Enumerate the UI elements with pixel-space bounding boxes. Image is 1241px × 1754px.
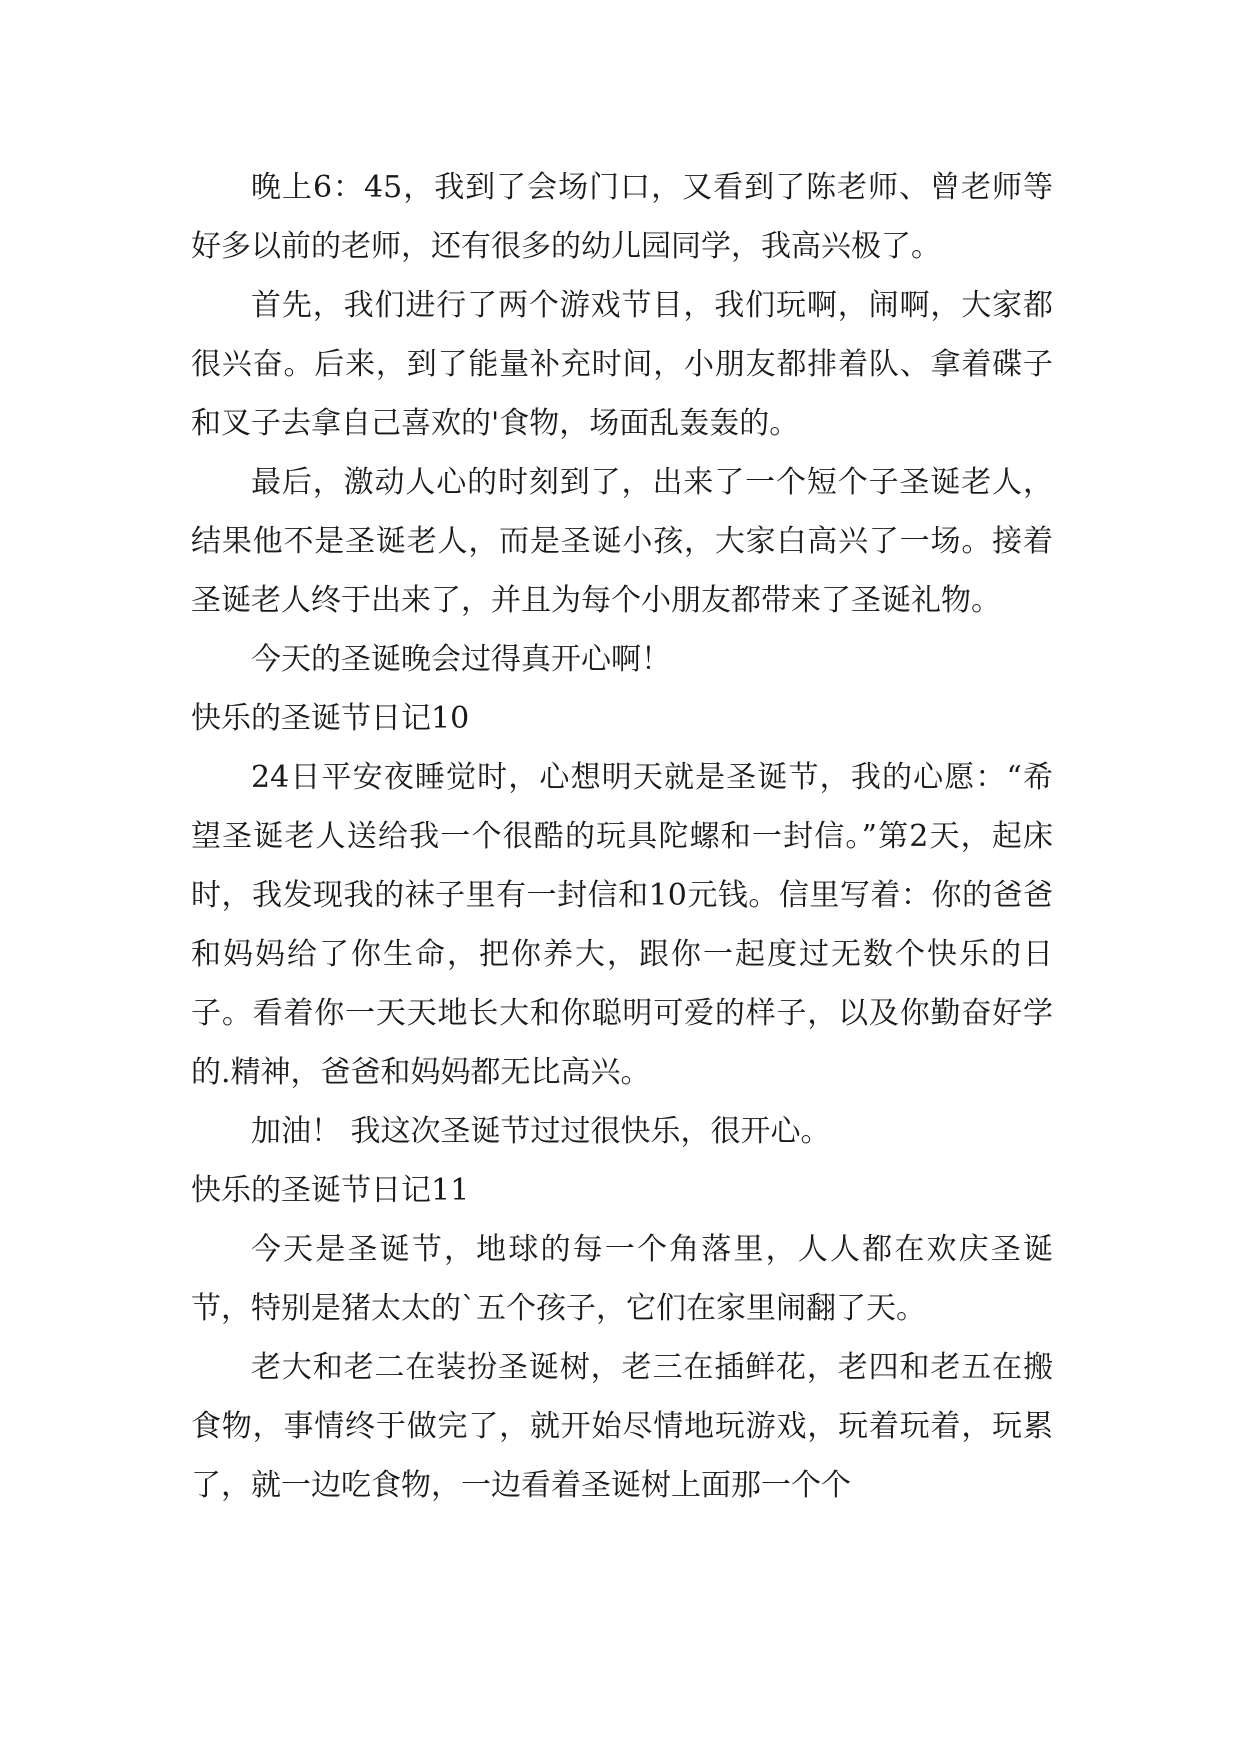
paragraph-santa: 最后，激动人心的时刻到了，出来了一个短个子圣诞老人，结果他不是圣诞老人，而是圣诞小孩，大家白高兴了一场。接着圣诞老人终于出来了，并且为每个小朋友都带来了圣诞礼物。 [191, 465, 1053, 618]
section-heading-diary-11: 快乐的圣诞节日记11 [191, 1173, 470, 1208]
document-body [191, 158, 1053, 1515]
paragraph-happy-evening: 今天的圣诞晚会过得真开心啊！ [251, 642, 671, 677]
paragraph-christmas-eve-wish: 24日平安夜睡觉时，心想明天就是圣诞节，我的心愿：“希望圣诞老人送给我一个很酷的玩具陀螺和一封信。”第2天，起床时，我发现我的袜子里有一封信和10元钱。信里写着：你的爸爸和妈妈给了你生命，把你养大，跟你一起度过无数个快乐的日子。看着你一天天地长大和你聪明可爱的样子，以及你勤奋好学的.精神，爸爸和妈妈都无比高兴。 [191, 760, 1053, 1090]
paragraph-cheer: 加油！ 我这次圣诞节过过很快乐，很开心。 [251, 1114, 831, 1149]
section-heading-diary-10: 快乐的圣诞节日记10 [191, 701, 470, 736]
paragraph-games: 首先，我们进行了两个游戏节目，我们玩啊，闹啊，大家都很兴奋。后来，到了能量补充时间，小朋友都排着队、拿着碟子和叉子去拿自己喜欢的'食物，场面乱轰轰的。 [191, 288, 1053, 441]
paragraph-party-arrival: 晚上6：45，我到了会场门口，又看到了陈老师、曾老师等好多以前的老师，还有很多的幼儿园同学，我高兴极了。 [191, 170, 1053, 264]
paragraph-pig-family: 今天是圣诞节，地球的每一个角落里，人人都在欢庆圣诞节，特别是猪太太的`五个孩子，它们在家里闹翻了天。 [191, 1232, 1053, 1326]
paragraph-decorating-tree: 老大和老二在装扮圣诞树，老三在插鲜花，老四和老五在搬食物，事情终于做完了，就开始尽情地玩游戏，玩着玩着，玩累了，就一边吃食物，一边看着圣诞树上面那一个个 [191, 1350, 1053, 1503]
